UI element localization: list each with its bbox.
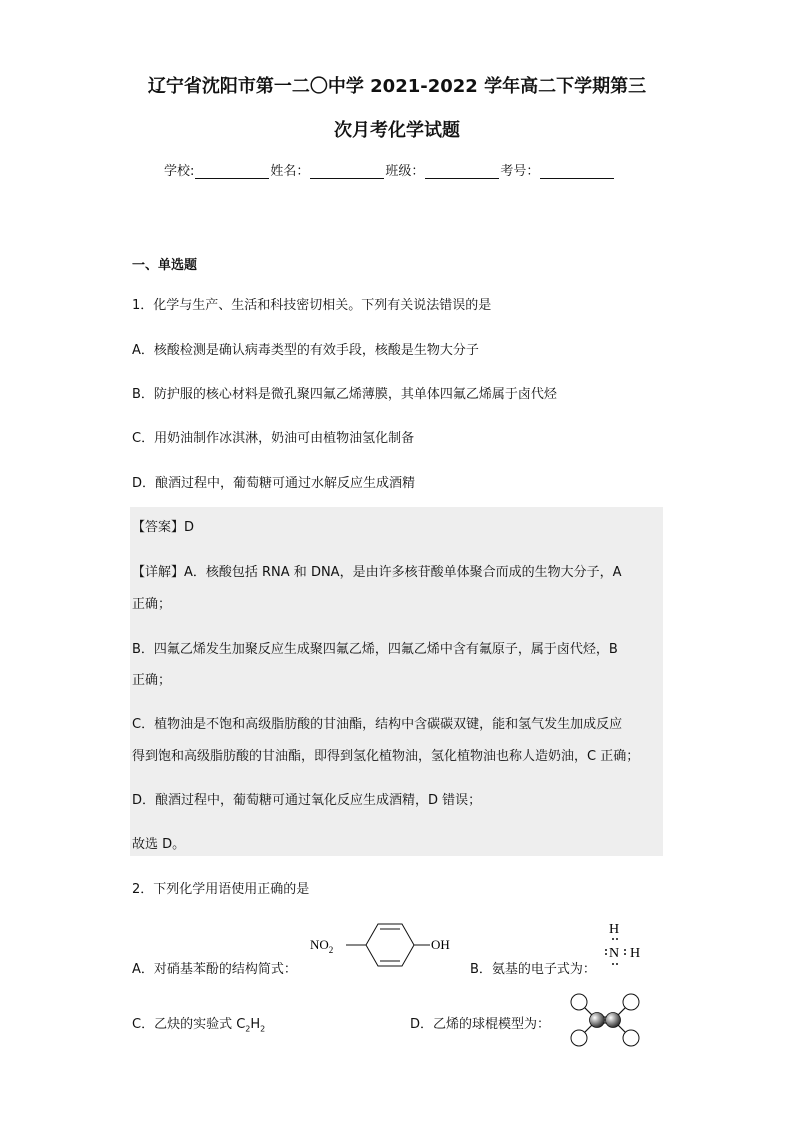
q2-stem: 2．下列化学用语使用正确的是 [132, 882, 310, 897]
q1-stem: 1．化学与生产、生活和科技密切相关。下列有关说法错误的是 [132, 298, 492, 313]
q2-option-c: C．乙炔的实验式 $C_2H_2$ [132, 1017, 266, 1034]
h-top-label: H [609, 922, 620, 937]
class-blank[interactable] [425, 165, 499, 179]
title-line-1: 辽宁省沈阳市第一二〇中学 2021-2022 学年高二下学期第三 [147, 76, 647, 97]
q2-option-a: A．对硝基苯酚的结构简式： [132, 962, 297, 977]
exam-no-blank[interactable] [540, 165, 614, 179]
amino-electron-formula [600, 918, 650, 970]
q1-answer: 【答案】D [132, 520, 195, 535]
no2-label: $NO_2$ [310, 937, 334, 955]
oh-label: OH [431, 937, 450, 952]
section-title: 一、单选题 [132, 258, 198, 273]
q1-option-c: C．用奶油制作冰淇淋，奶油可由植物油氢化制备 [132, 431, 415, 446]
q1-option-b: B．防护服的核心材料是微孔聚四氟乙烯薄膜，其单体四氟乙烯属于卤代烃 [132, 387, 557, 402]
student-info-row [164, 160, 615, 179]
q1-explain-8: 故选 D。 [132, 837, 186, 852]
name-blank[interactable] [310, 165, 384, 179]
q2-option-b: B．氨基的电子式为： [470, 962, 596, 977]
q1-explain-7: D．酿酒过程中，葡萄糖可通过氧化反应生成酒精，D 错误； [132, 793, 482, 808]
p-nitrophenol-structure [310, 918, 460, 974]
class-label: 班级： [385, 164, 425, 179]
q1-option-d: D．酿酒过程中，葡萄糖可通过水解反应生成酒精 [132, 476, 416, 491]
ethylene-ball-stick-model [565, 990, 645, 1050]
school-label: 学校: [164, 164, 195, 179]
title-line-2: 次月考化学试题 [334, 120, 460, 141]
exam-no-label: 考号： [500, 164, 540, 179]
q1-explain-2: 正确； [132, 597, 172, 612]
q2-option-d: D．乙烯的球棍模型为： [410, 1017, 551, 1032]
q1-explain-6: 得到饱和高级脂肪酸的甘油酯，即得到氢化植物油，氢化植物油也称人造奶油，C 正确； [132, 749, 640, 764]
q1-explain-4: 正确； [132, 673, 172, 688]
school-blank[interactable] [195, 165, 269, 179]
q1-explain-5: C．植物油是不饱和高级脂肪酸的甘油酯，结构中含碳碳双键，能和氢气发生加成反应 [132, 717, 623, 732]
q1-explain-3: B．四氟乙烯发生加聚反应生成聚四氟乙烯，四氟乙烯中含有氟原子，属于卤代烃，B [132, 642, 618, 657]
n-label: N [609, 946, 620, 961]
q1-explain-1: 【详解】A．核酸包括 RNA 和 DNA，是由许多核苷酸单体聚合而成的生物大分子，A [132, 565, 622, 580]
h-right-label: H [630, 946, 641, 961]
q1-option-a: A．核酸检测是确认病毒类型的有效手段，核酸是生物大分子 [132, 343, 479, 358]
name-label: 姓名： [270, 164, 310, 179]
